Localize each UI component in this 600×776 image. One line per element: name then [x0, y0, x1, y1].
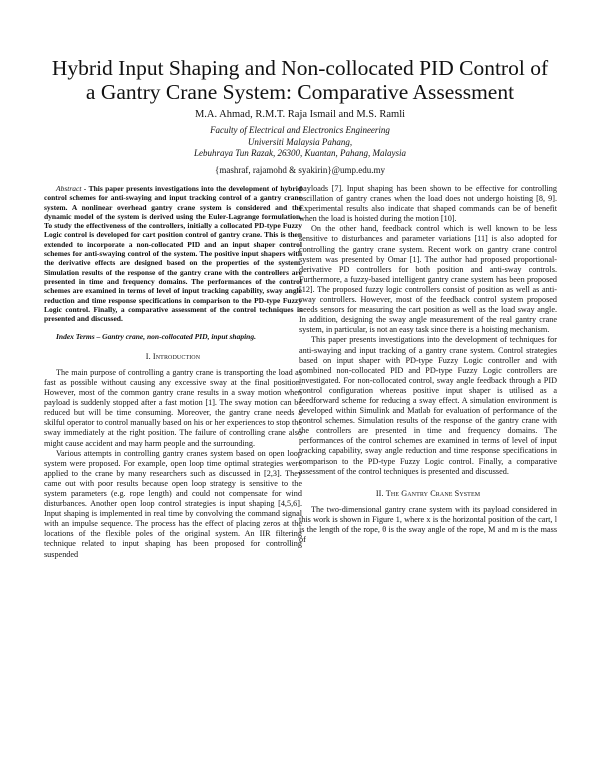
intro-paragraph: The main purpose of controlling a gantry crane is transporting the load as fast as possible without causing any excessive sway at the final position. However, most of the common gantry crane results in a sway motion when payload is suddenly stopped after a fast motion [1]. The sway motion can be reduced but will be time consuming. Moreover, the gantry crane needs a skilful operator to control manually based on his or her experiences to stop the sway immediately at the right position. The failure of controlling crane also might cause accident and may harm people and the surrounding. [44, 367, 302, 448]
abstract-separator: - [81, 184, 89, 193]
intro-paragraph: Various attempts in controlling gantry cranes system based on open loop system were proposed. For example, open loop time optimal strategies were applied to the crane by many researchers such as discussed in [2,3]. They came out with poor results because open loop strategy is sensitive to the system parameters (e.g. rope length) and could not compensate for wind disturbances. Another open loop control strategies is input shaping [4,5,6]. Input shaping is implemented in real time by convolving the command signal with an impulse sequence. The process has the effect of placing zeros at the locations of the flexible poles of the original system. An IIR filtering technique related to input shaping has been proposed for controlling suspended [44, 448, 302, 559]
abstract-text: This paper presents investigations into the development of hybrid control schemes for anti-swaying and input tracking control of a gantry crane system. A nonlinear overhead gantry crane system is considered and the dynamic model of the system is derived using the Euler-Lagrange formulation. To study the effectiveness of the controllers, initially a collocated PD-type Fuzzy Logic control is developed for cart position control of gantry crane. This is then extended to incorporate a non-collocated PID and an input shaper control schemes for anti-swaying control of the system. The positive input shapers with the derivative effects are designed based on the properties of the system. Simulation results of the response of the gantry crane with the controllers are presented in time and frequency domains. The performances of the control schemes are examined in terms of level of input tracking capability, sway angle reduction and time response specifications in comparison to the PD-type Fuzzy Logic control. Finally, a comparative assessment of the control techniques is presented and discussed. [44, 184, 302, 324]
section-number-introduction: I. [145, 351, 153, 361]
affiliation-line-2: Universiti Malaysia Pahang, [247, 136, 353, 147]
intro-paragraph: On the other hand, feedback control which is well known to be less sensitive to disturbances and parameter variations [11] is also adopted for controlling the gantry crane system. Recent work on gantry crane control system was presented by Omar [1]. The author had proposed proportional-derivative PD controllers for both position and anti-sway controls. Furthermore, a fuzzy-based intelligent gantry crane system has been proposed [12]. The proposed fuzzy logic controllers consist of position as well as anti-sway controllers. However, most of the feedback control system proposed needs sensors for measuring the cart position as well as the load sway angle. In addition, designing the sway angle measurement of the real gantry crane system, in particular, is not an easy task since there is a hoisting mechanism. [299, 224, 557, 335]
abstract-lead: Abstract [56, 184, 82, 193]
index-terms: Index Terms – Gantry crane, non-collocated PID, input shaping. [56, 332, 256, 342]
gantry-paragraph: The two-dimensional gantry crane system with its payload considered in this work is shown in Figure 1, where x is the horizontal position of the cart, l is the length of the rope, θ is the sway angle of the rope, M and m is the mass of [299, 504, 557, 545]
abstract [44, 184, 302, 323]
section-title-gantry-crane: The Gantry Crane System [385, 488, 481, 498]
paper-title-line-1: Hybrid Input Shaping and Non-collocated PID Control of [51, 56, 549, 80]
section-title-introduction: Introduction [152, 351, 201, 361]
paper-title-line-2: a Gantry Crane System: Comparative Assessment [85, 80, 515, 104]
affiliation-line-1: Faculty of Electrical and Electronics Engineering [210, 125, 390, 135]
section-heading-introduction [44, 352, 302, 362]
intro-paragraph: payloads [7]. Input shaping has been shown to be effective for controlling oscillation of gantry cranes when the load does not undergo hoisting [8, 9]. Experimental results also indicate that shaped commands can be of benefit when the load is hoisted during the motion [10]. [299, 184, 557, 224]
right-column [299, 184, 557, 545]
intro-paragraph: This paper presents investigations into the development of techniques for anti-swaying and input tracking of a gantry crane system. Control strategies based on input shaper with PD-type Fuzzy Logic controller and with combined non-collocated PID and PD-type Fuzzy Logic controllers are investigated. For non-collocated control, sway angle feedback through a PID control configuration whereas positive input shaper is utilised as a feedforward scheme for reducing a sway effect. A simulation environment is developed within Simulink and Matlab for evaluation of performance of the control schemes. Simulation results of the response of the gantry crane with the controllers are presented in time and frequency domains. The performances of the control schemes are examined in terms of level of input tracking capability, sway angle reduction and time response specifications in comparison to the PD-type Fuzzy Logic control. Finally, a comparative assessment of the control techniques is presented and discussed. [299, 335, 557, 476]
paper-affiliation [20, 125, 580, 160]
section-number-gantry-crane: II. [375, 488, 386, 498]
section-heading-gantry-crane [299, 489, 557, 499]
paper-authors: M.A. Ahmad, R.M.T. Raja Ismail and M.S. Ramli [194, 109, 406, 120]
left-column [44, 184, 302, 560]
affiliation-line-3: Lebuhraya Tun Razak, 26300, Kuantan, Pahang, Malaysia [194, 148, 406, 158]
paper-title [20, 56, 580, 104]
paper-email: {mashraf, rajamohd & syakirin}@ump.edu.my [215, 165, 385, 175]
